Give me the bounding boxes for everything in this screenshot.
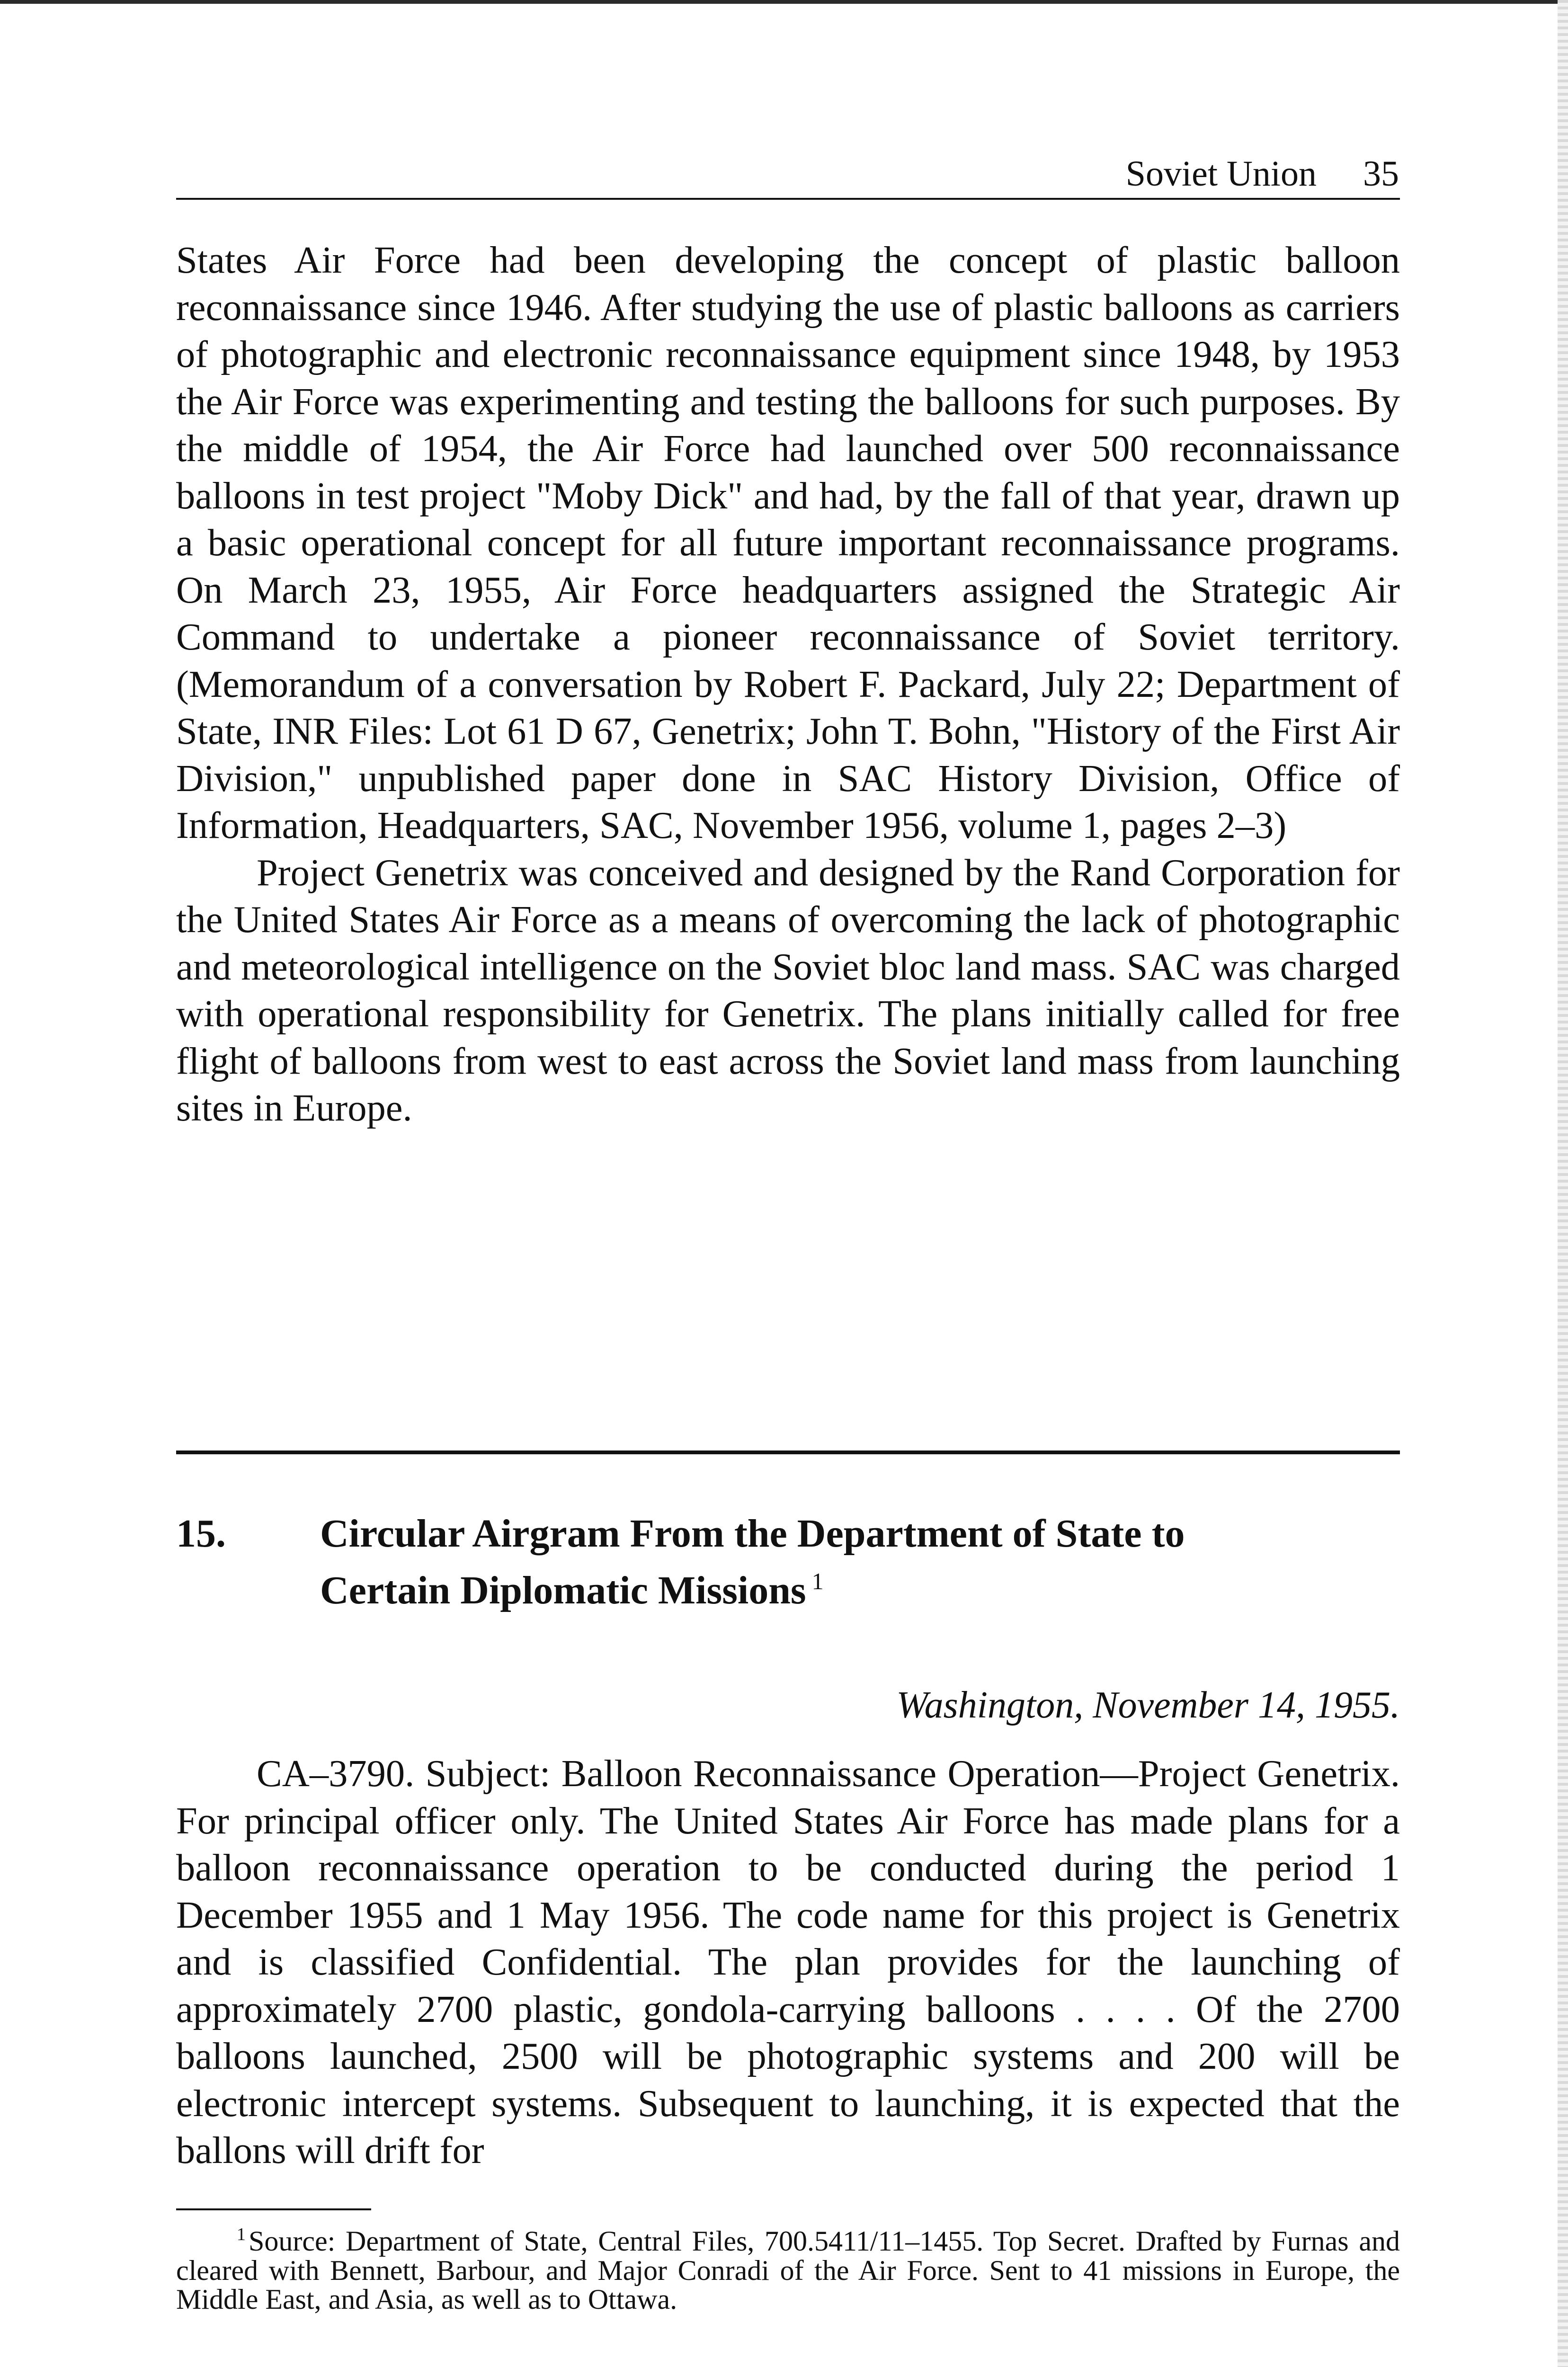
document-title: [320, 1510, 1314, 1614]
page-number: 35: [1363, 154, 1399, 194]
document-body-paragraph: CA–3790. Subject: Balloon Reconnaissance Operation—Project Genetrix. For principal officer only. The United States Air Force has made plans for a balloon reconnaissance operation to be conducted during the period 1 December 1955 and 1 May 1956. The code name for this project is Genetrix and is classified Confidential. The plan provides for the launching of approximately 2700 plastic, gondola-carrying balloons . . . . Of the 2700 balloons launched, 2500 will be photographic systems and 200 will be electronic intercept systems. Subsequent to launching, it is expected that the ballons will drift for: [176, 1753, 1400, 2171]
document-title-line-1: Circular Airgram From the Department of State to: [320, 1512, 1185, 1556]
document-body: [176, 1750, 1400, 2174]
dateline: Washington, November 14, 1955.: [896, 1684, 1400, 1726]
footnote-rule: [176, 2208, 371, 2210]
footnote-paragraph: [176, 2220, 1400, 2314]
document-number: 15.: [176, 1512, 226, 1556]
running-head-title: Soviet Union: [1125, 154, 1317, 194]
footnote-marker: 1: [237, 2225, 246, 2244]
footnote-text: Source: Department of State, Central Files, 700.5411/11–1455. Top Secret. Drafted by Furnas and cleared with Bennett, Barbour, and Major Conradi of the Air Force. Sent to 41 missions in Europe, the Middle East, and Asia, as well as to Ottawa.: [176, 2225, 1400, 2315]
page-binding-edge: [1558, 0, 1568, 2367]
continued-text-block: [176, 237, 1400, 1132]
project-genetrix-paragraph: Project Genetrix was conceived and designed by the Rand Corporation for the United States Air Force as a means of overcoming the lack of photographic and meteorological intelligence on the Soviet bloc land mass. SAC was charged with operational responsibility for Genetrix. The plans initially called for free flight of balloons from west to east across the Soviet land mass from launching sites in Europe.: [176, 851, 1400, 1129]
page-top-edge: [0, 0, 1568, 4]
document-title-line-2: [320, 1557, 1314, 1614]
continued-paragraph: States Air Force had been developing the concept of plastic balloon reconnaissance since 1946. After studying the use of plastic balloons as carriers of photographic and electronic reconnaissance equipment since 1948, by 1953 the Air Force was experimenting and testing the balloons for such purposes. By the middle of 1954, the Air Force had launched over 500 reconnaissance balloons in test project "Moby Dick" and had, by the fall of that year, drawn up a basic operational concept for all future important reconnaissance programs. On March 23, 1955, Air Force headquarters assigned the Strategic Air Command to undertake a pioneer reconnaissance of Soviet territory. (Memorandum of a conversation by Robert F. Packard, July 22; Department of State, INR Files: Lot 61 D 67, Genetrix; John T. Bohn, "History of the First Air Division," unpublished paper done in SAC History Division, Office of Information, Headquarters, SAC, November 1956, volume 1, pages 2–3): [176, 239, 1400, 846]
footnote: [176, 2220, 1400, 2314]
section-divider: [176, 1450, 1400, 1454]
running-head: [176, 152, 1400, 200]
document-title-line-2-text: Certain Diplomatic Missions: [320, 1568, 806, 1612]
footnote-reference[interactable]: 1: [811, 1568, 824, 1594]
